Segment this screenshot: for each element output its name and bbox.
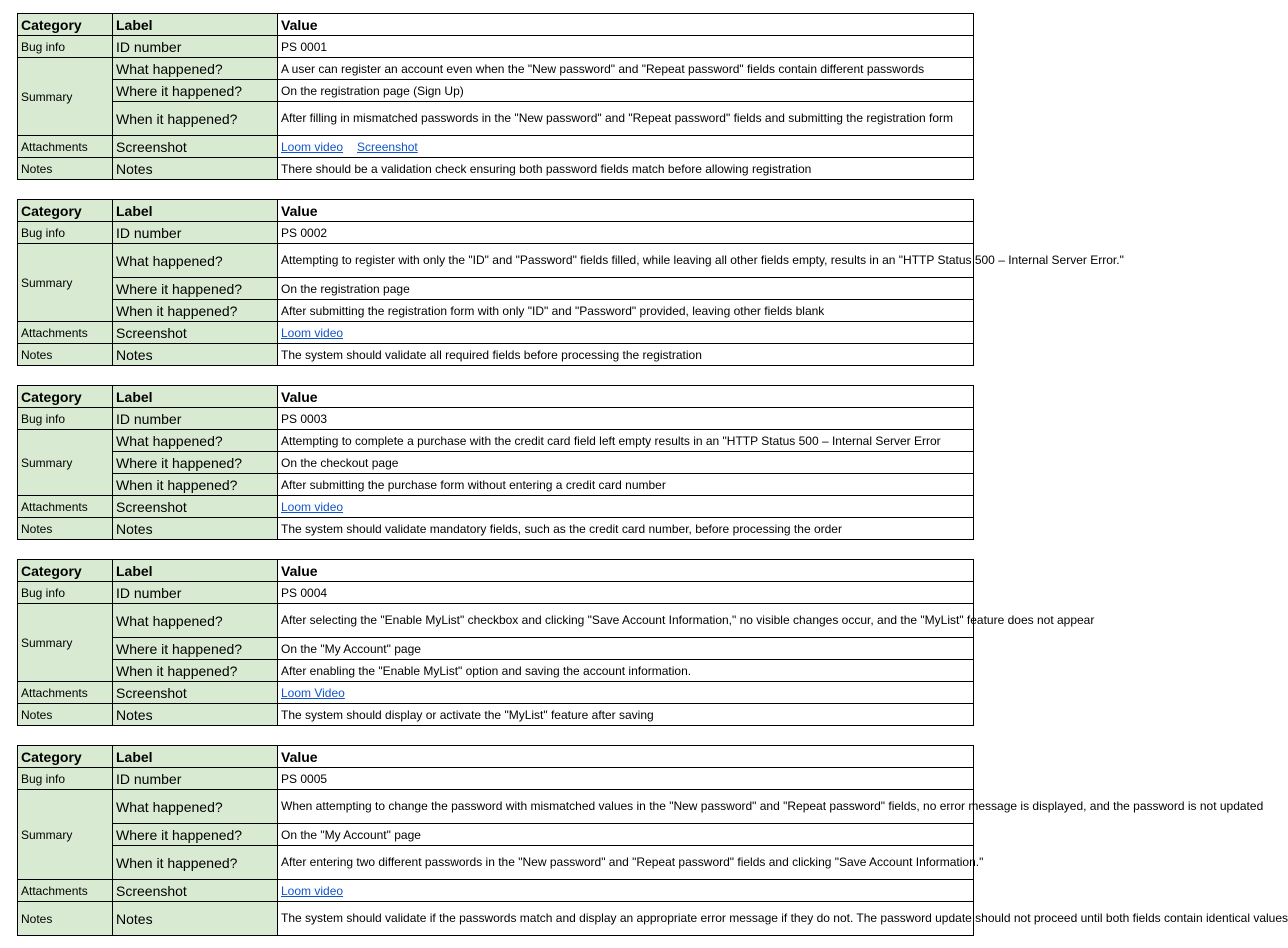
notes-row [18, 902, 974, 936]
when-row [18, 474, 974, 496]
bug-info-row [18, 582, 974, 604]
category-cell: Notes [18, 704, 113, 726]
category-cell: Bug info [18, 222, 113, 244]
attachments-row [18, 322, 974, 344]
label-cell: Screenshot [113, 682, 278, 704]
what-happened-value[interactable]: Attempting to complete a purchase with the credit card field left empty results in an "HTTP Status 500 – Internal Server Error [278, 430, 974, 452]
id-number-value[interactable]: PS 0005 [278, 768, 974, 790]
header-value: Value [278, 14, 974, 36]
category-cell: Attachments [18, 682, 113, 704]
summary-category-cell: Summary [18, 604, 113, 682]
where-happened-value[interactable]: On the "My Account" page [278, 824, 974, 846]
where-happened-value[interactable]: On the checkout page [278, 452, 974, 474]
attachments-row [18, 496, 974, 518]
label-cell: What happened? [113, 430, 278, 452]
notes-row [18, 704, 974, 726]
notes-row [18, 518, 974, 540]
category-cell: Attachments [18, 496, 113, 518]
label-cell: Screenshot [113, 496, 278, 518]
what-happened-value[interactable]: When attempting to change the password with mismatched values in the "New password" and "Repeat password" fields, no error message is displayed, and the password is not updated [278, 790, 974, 824]
label-cell: Where it happened? [113, 278, 278, 300]
label-cell: When it happened? [113, 846, 278, 880]
label-cell: ID number [113, 36, 278, 58]
bug-report-table [17, 745, 1288, 936]
when-row [18, 846, 974, 880]
where-row [18, 452, 974, 474]
when-happened-value[interactable]: After submitting the purchase form without entering a credit card number [278, 474, 974, 496]
category-cell: Bug info [18, 768, 113, 790]
label-cell: Where it happened? [113, 80, 278, 102]
label-cell: ID number [113, 582, 278, 604]
where-row [18, 824, 974, 846]
when-row [18, 660, 974, 682]
label-cell: When it happened? [113, 660, 278, 682]
label-cell: Notes [113, 344, 278, 366]
label-cell: Where it happened? [113, 824, 278, 846]
when-happened-value[interactable]: After filling in mismatched passwords in the "New password" and "Repeat password" fields and submitting the registration form [278, 102, 974, 136]
category-cell: Notes [18, 902, 113, 936]
header-value: Value [278, 560, 974, 582]
label-cell: Screenshot [113, 322, 278, 344]
what-row [18, 58, 974, 80]
header-row [18, 14, 974, 36]
when-happened-value[interactable]: After enabling the "Enable MyList" option and saving the account information. [278, 660, 974, 682]
header-row [18, 200, 974, 222]
label-cell: What happened? [113, 244, 278, 278]
label-cell: When it happened? [113, 300, 278, 322]
header-label: Label [113, 746, 278, 768]
where-row [18, 80, 974, 102]
label-cell: When it happened? [113, 102, 278, 136]
header-label: Label [113, 200, 278, 222]
bug-info-row [18, 408, 974, 430]
label-cell: Notes [113, 704, 278, 726]
what-row [18, 604, 974, 638]
header-row [18, 560, 974, 582]
header-value: Value [278, 746, 974, 768]
category-cell: Notes [18, 344, 113, 366]
bug-report-sheet [17, 13, 1288, 936]
notes-value[interactable]: The system should validate mandatory fields, such as the credit card number, before processing the order [278, 518, 974, 540]
when-happened-value[interactable]: After submitting the registration form with only "ID" and "Password" provided, leaving other fields blank [278, 300, 974, 322]
attachments-value [278, 682, 974, 704]
label-cell: What happened? [113, 790, 278, 824]
category-cell: Bug info [18, 36, 113, 58]
what-happened-value[interactable]: After selecting the "Enable MyList" checkbox and clicking "Save Account Information," no visible changes occur, and the "MyList" feature does not appear [278, 604, 974, 638]
summary-category-cell: Summary [18, 58, 113, 136]
summary-category-cell: Summary [18, 244, 113, 322]
notes-row [18, 158, 974, 180]
where-happened-value[interactable]: On the registration page [278, 278, 974, 300]
notes-value[interactable]: The system should validate all required fields before processing the registration [278, 344, 974, 366]
bug-info-row [18, 768, 974, 790]
label-cell: ID number [113, 408, 278, 430]
bug-info-row [18, 222, 974, 244]
bug-report-table [17, 559, 1095, 726]
loom-video-link[interactable]: Loom Video [281, 685, 345, 700]
category-cell: Notes [18, 518, 113, 540]
attachments-value [278, 880, 974, 902]
label-cell: When it happened? [113, 474, 278, 496]
bug-info-row [18, 36, 974, 58]
loom-video-link[interactable]: Loom video [281, 325, 344, 340]
header-category: Category [18, 200, 113, 222]
header-row [18, 386, 974, 408]
header-label: Label [113, 14, 278, 36]
screenshot-link[interactable]: Screenshot [357, 139, 418, 154]
when-row [18, 102, 974, 136]
header-value: Value [278, 200, 974, 222]
attachments-value [278, 136, 974, 158]
category-cell: Attachments [18, 880, 113, 902]
notes-value[interactable]: The system should display or activate the "MyList" feature after saving [278, 704, 974, 726]
when-row [18, 300, 974, 322]
summary-category-cell: Summary [18, 790, 113, 880]
bug-report-table [17, 385, 974, 540]
id-number-value[interactable]: PS 0003 [278, 408, 974, 430]
where-happened-value[interactable]: On the "My Account" page [278, 638, 974, 660]
category-cell: Attachments [18, 322, 113, 344]
what-row [18, 244, 974, 278]
summary-category-cell: Summary [18, 430, 113, 496]
what-row [18, 790, 974, 824]
header-category: Category [18, 746, 113, 768]
bug-report-table [17, 13, 974, 180]
where-row [18, 278, 974, 300]
notes-row [18, 344, 974, 366]
category-cell: Bug info [18, 582, 113, 604]
label-cell: Where it happened? [113, 452, 278, 474]
header-label: Label [113, 386, 278, 408]
when-happened-value[interactable]: After entering two different passwords in the "New password" and "Repeat password" fields and clicking "Save Account Information." [278, 846, 974, 880]
attachments-row [18, 880, 974, 902]
label-cell: Notes [113, 518, 278, 540]
category-cell: Bug info [18, 408, 113, 430]
id-number-value[interactable]: PS 0004 [278, 582, 974, 604]
label-cell: ID number [113, 222, 278, 244]
header-label: Label [113, 560, 278, 582]
loom-video-link[interactable]: Loom video [281, 883, 344, 898]
bug-report-table [17, 199, 1124, 366]
label-cell: Notes [113, 902, 278, 936]
attachments-value [278, 496, 974, 518]
label-cell: Notes [113, 158, 278, 180]
label-cell: What happened? [113, 58, 278, 80]
category-cell: Notes [18, 158, 113, 180]
id-number-value[interactable]: PS 0002 [278, 222, 974, 244]
attachments-value [278, 322, 974, 344]
label-cell: ID number [113, 768, 278, 790]
header-category: Category [18, 560, 113, 582]
label-cell: Where it happened? [113, 638, 278, 660]
header-row [18, 746, 974, 768]
header-category: Category [18, 14, 113, 36]
loom-video-link[interactable]: Loom video [281, 139, 344, 154]
loom-video-link[interactable]: Loom video [281, 499, 344, 514]
attachments-row [18, 136, 974, 158]
label-cell: Screenshot [113, 136, 278, 158]
where-happened-value[interactable]: On the registration page (Sign Up) [278, 80, 974, 102]
header-category: Category [18, 386, 113, 408]
attachments-row [18, 682, 974, 704]
header-value: Value [278, 386, 974, 408]
notes-value[interactable]: The system should validate if the passwords match and display an appropriate error message if they do not. The password update should not proceed until both fields contain identical values [278, 902, 974, 936]
what-row [18, 430, 974, 452]
id-number-value[interactable]: PS 0001 [278, 36, 974, 58]
category-cell: Attachments [18, 136, 113, 158]
notes-value[interactable]: There should be a validation check ensuring both password fields match before allowing registration [278, 158, 974, 180]
label-cell: Screenshot [113, 880, 278, 902]
what-happened-value[interactable]: Attempting to register with only the "ID" and "Password" fields filled, while leaving all other fields empty, results in an "HTTP Status 500 – Internal Server Error." [278, 244, 974, 278]
label-cell: What happened? [113, 604, 278, 638]
where-row [18, 638, 974, 660]
what-happened-value[interactable]: A user can register an account even when the "New password" and "Repeat password" fields contain different passwords [278, 58, 974, 80]
